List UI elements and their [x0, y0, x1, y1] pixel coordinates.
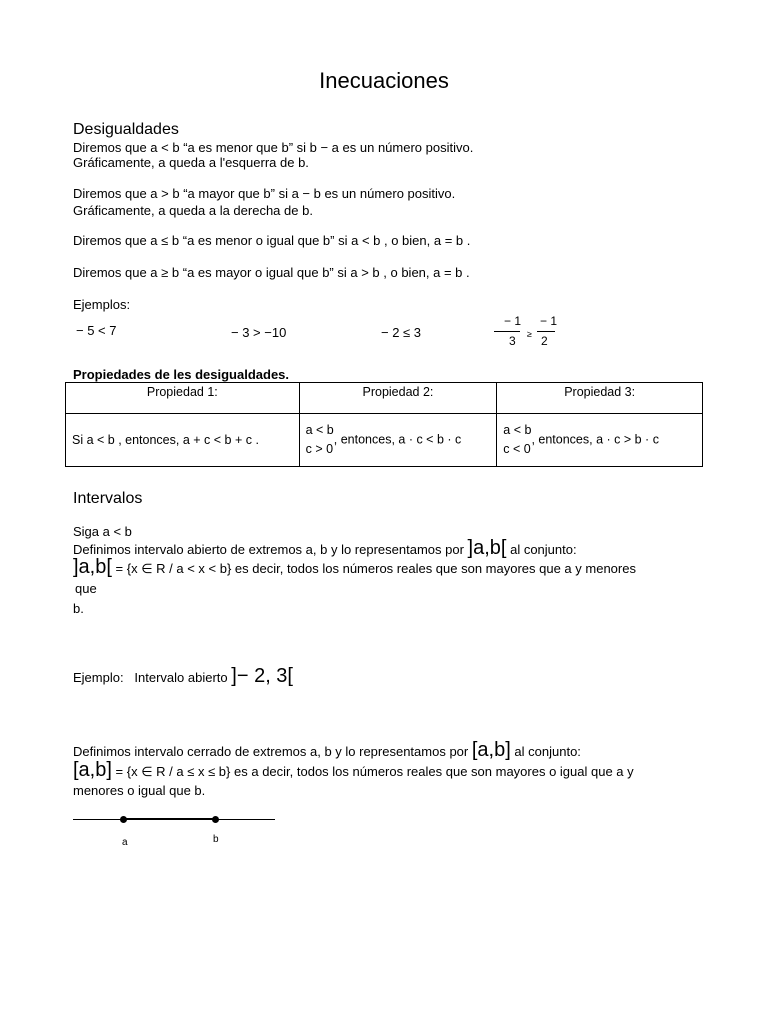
examples-label: Ejemplos:: [73, 297, 131, 312]
section-heading-propiedades: Propiedades de les desigualdades.: [73, 367, 290, 382]
page-title: Inecuaciones: [319, 68, 449, 93]
example-open-interval-text: Intervalo abierto: [134, 670, 228, 685]
open-interval-set-symbol: ]a,b[: [73, 556, 112, 578]
properties-table: [65, 382, 703, 467]
open-interval-definition: [73, 537, 577, 559]
closed-interval-set: [73, 759, 634, 781]
closed-interval-set-symbol: [a,b]: [73, 759, 112, 781]
open-interval-description: es decir, todos los números reales que son mayores que a y menores: [234, 561, 636, 576]
property-3-cell: [497, 414, 703, 467]
closed-interval-set-builder: = {x ∈ R / a ≤ x ≤ b}: [115, 764, 231, 779]
table-header-cell: Propiedad 1:: [66, 383, 300, 414]
open-interval-set-builder: = {x ∈ R / a < x < b}: [115, 561, 232, 576]
table-header-row: [66, 383, 703, 414]
example-open-interval: [73, 665, 293, 687]
point-b-marker: [212, 816, 219, 823]
graphic-less-than: Gráficamente, a queda a l'esquerra de b.: [73, 155, 309, 170]
point-a-label: a: [122, 837, 128, 848]
example-4-operator: ≥: [527, 329, 532, 339]
example-3: − 2 ≤ 3: [381, 325, 422, 340]
closed-interval-description-cont: menores o igual que b.: [73, 783, 206, 798]
example-1: − 5 < 7: [76, 323, 117, 338]
example-open-interval-symbol: ]− 2, 3[: [231, 665, 293, 687]
definition-less-equal: Diremos que a ≤ b “a es menor o igual que b” si a < b , o bien, a = b .: [73, 233, 471, 248]
example-2: − 3 > −10: [231, 325, 287, 340]
section-heading-intervalos: Intervalos: [73, 490, 143, 507]
interval-segment: [123, 818, 216, 820]
definition-greater-than: Diremos que a > b “a mayor que b” si a − b es un número positivo.: [73, 186, 456, 201]
point-a-marker: [120, 816, 127, 823]
property-1-text: Si a < b , entonces, a + c < b + c .: [72, 433, 259, 447]
example-label: Ejemplo:: [73, 670, 124, 685]
table-header-cell: Propiedad 3:: [497, 383, 703, 414]
open-interval-description-end: b.: [73, 601, 84, 616]
al-conjunto-text: al conjunto:: [510, 542, 577, 557]
property-2-conditions: [306, 421, 334, 459]
example-4-denominator-1: 3: [509, 334, 516, 348]
closed-interval-definition-text: Definimos intervalo cerrado de extremos a, b y lo representamos por: [73, 744, 469, 759]
property-3-conditions: [503, 421, 531, 459]
point-b-label: b: [213, 834, 219, 845]
table-header-cell: Propiedad 2:: [299, 383, 497, 414]
property-3-condition-1: a < b: [503, 423, 532, 437]
property-2-condition-2: c > 0: [305, 442, 334, 456]
table-row: [66, 414, 703, 467]
example-4-numerator-1: − 1: [504, 314, 522, 328]
closed-interval-definition: [73, 739, 581, 761]
siga-text: Siga a < b: [73, 524, 132, 539]
graphic-greater-than: Gráficamente, a queda a la derecha de b.: [73, 203, 313, 218]
property-3-condition-2: c < 0: [503, 442, 531, 456]
section-heading-desigualdades: Desigualdades: [73, 121, 179, 138]
closed-interval-symbol: [a,b]: [471, 739, 511, 761]
property-2-cell: [299, 414, 497, 467]
property-2-result: , entonces, a · c < b · c: [333, 432, 462, 447]
open-interval-definition-text: Definimos intervalo abierto de extremos a, b y lo representamos por: [73, 542, 464, 557]
property-1-cell: [66, 414, 300, 467]
definition-less-than: Diremos que a < b “a es menor que b” si b − a es un número positivo.: [73, 140, 474, 155]
definition-greater-equal: Diremos que a ≥ b “a es mayor o igual que b” si a > b , o bien, a = b .: [73, 265, 470, 280]
open-interval-set: [73, 556, 636, 578]
open-interval-description-cont: que: [75, 581, 97, 596]
al-conjunto-text-2: al conjunto:: [514, 744, 581, 759]
open-interval-symbol: ]a,b[: [467, 537, 507, 559]
property-2-condition-1: a < b: [305, 423, 334, 437]
property-3-result: , entonces, a · c > b · c: [531, 432, 659, 447]
fraction-bar-2: [537, 331, 555, 332]
fraction-bar-1: [494, 331, 520, 332]
closed-interval-description: es a decir, todos los números reales que son mayores o igual que a y: [234, 764, 634, 779]
example-4-numerator-2: − 1: [540, 314, 558, 328]
example-4-denominator-2: 2: [541, 334, 548, 348]
